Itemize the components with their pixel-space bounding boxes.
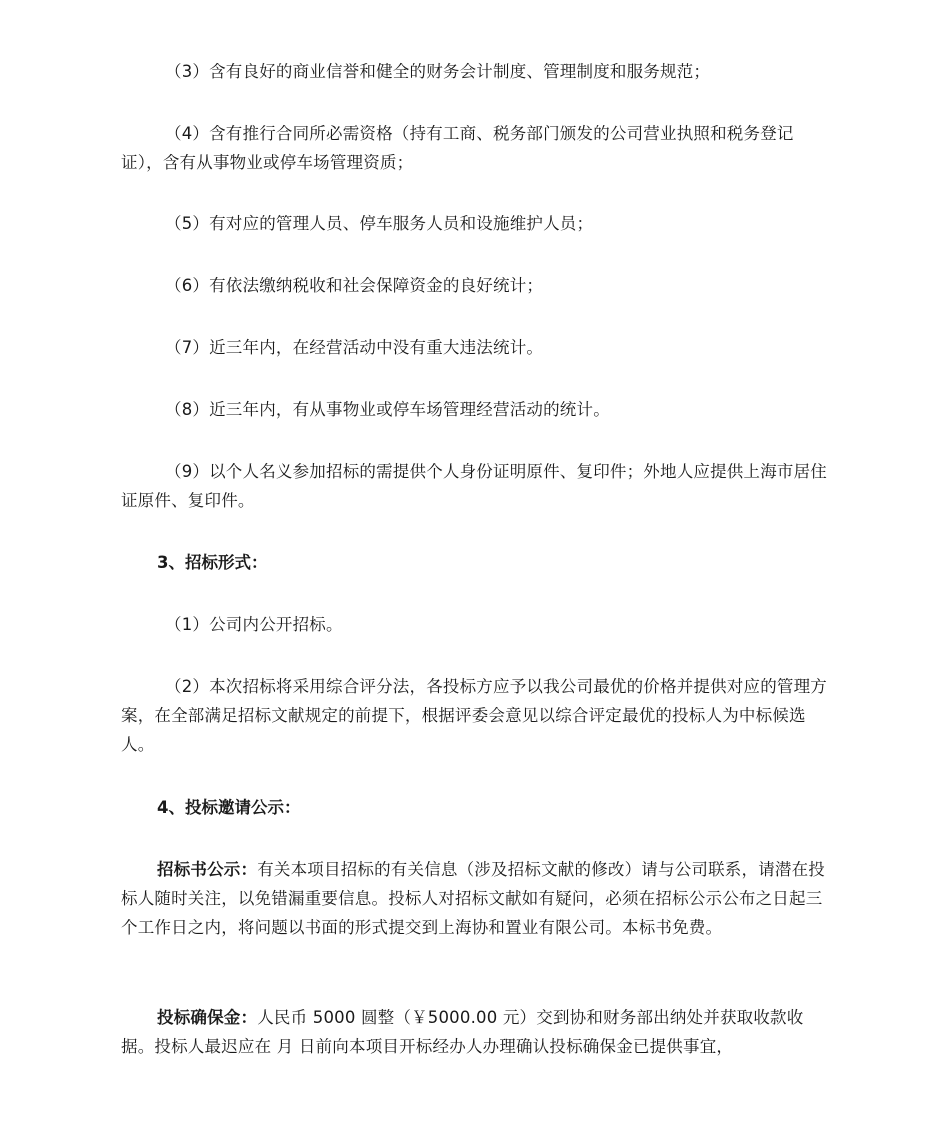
requirement-5: （5）有对应的管理人员、停车服务人员和设施维护人员； — [165, 214, 594, 233]
bid-deposit-paragraph — [121, 1003, 833, 1061]
bid-deposit-label: 投标确保金： — [157, 1008, 258, 1027]
tender-notice-text: 有关本项目招标的有关信息（涉及招标文献的修改）请与公司联系，请潜在投标人随时关注，以免错漏重要信息。投标人对招标文献如有疑问，必须在招标公示公布之日起三个工作日之内，将问题以书面的形式提交到上海协和置业有限公司。本标书免费。 — [121, 860, 826, 937]
section-4-heading: 4、投标邀请公示： — [157, 798, 301, 817]
bidding-form-item-2: （2）本次招标将采用综合评分法，各投标方应予以我公司最优的价格并提供对应的管理方案，在全部满足招标文献规定的前提下，根据评委会意见以综合评定最优的投标人为中标候选人。 — [121, 677, 827, 754]
tender-notice-paragraph — [121, 855, 833, 942]
bid-deposit-text: 人民币 5000 圆整（￥5000.00 元）交到协和财务部出纳处并获取收款收据。投标人最迟应在 月 日前向本项目开标经办人办理确认投标确保金已提供事宜， — [121, 1008, 804, 1056]
requirement-7: （7）近三年内，在经营活动中没有重大违法统计。 — [165, 338, 544, 357]
section-3-heading: 3、招标形式： — [157, 553, 268, 572]
requirement-3: （3）含有良好的商业信誉和健全的财务会计制度、管理制度和服务规范； — [165, 62, 711, 81]
requirement-6: （6）有依法缴纳税收和社会保障资金的良好统计； — [165, 276, 544, 295]
requirement-9: （9）以个人名义参加招标的需提供个人身份证明原件、复印件；外地人应提供上海市居住证原件、复印件。 — [121, 462, 827, 510]
tender-notice-label: 招标书公示： — [157, 860, 258, 879]
bidding-form-item-1: （1）公司内公开招标。 — [165, 615, 343, 634]
requirement-8: （8）近三年内，有从事物业或停车场管理经营活动的统计。 — [165, 400, 610, 419]
requirement-4: （4）含有推行合同所必需资格（持有工商、税务部门颁发的公司营业执照和税务登记证），含有从事物业或停车场管理资质； — [121, 124, 794, 172]
